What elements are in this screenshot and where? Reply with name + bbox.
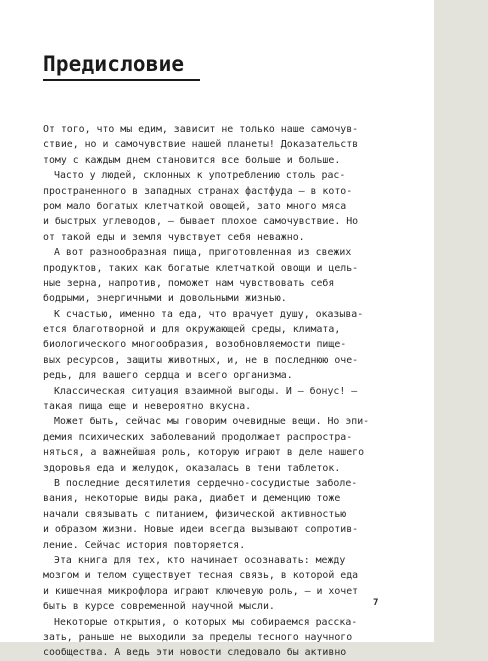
text-line: ется благотворной и для окружающей среды, климата, [43, 324, 341, 336]
text-line: биологического многообразия, возобновляемости пище- [43, 339, 347, 351]
body-text [43, 122, 393, 661]
text-line: и образом жизни. Новые идеи всегда вызывают сопротив- [43, 524, 359, 536]
text-line: продуктов, таких как богатые клетчаткой овощи и цель- [43, 262, 359, 274]
text-line: К счастью, именно та еда, что врачует душу, оказыва- [54, 308, 364, 320]
text-line: сообщества. А ведь эти новости следовало бы активно [43, 647, 347, 659]
text-line: пространенного в западных странах фастфуда — в кото- [43, 185, 353, 197]
text-line: зать, раньше не выходили за пределы тесного научного [43, 631, 353, 643]
text-line: Эта книга для тех, кто начинает осознавать: между [54, 554, 346, 566]
text-line: Классическая ситуация взаимной выгоды. И — бонус! — [54, 385, 358, 397]
text-line: такая пища еще и невероятно вкусна. [43, 401, 252, 413]
text-line: вания, некоторые виды рака, диабет и деменцию тоже [43, 493, 341, 505]
text-line: и быстрых углеводов, — бывает плохое самочувствие. Но [43, 216, 359, 228]
text-line: от такой еды и земля чувствует себя неважно. [43, 231, 305, 243]
text-line: Некоторые открытия, о которых мы собираемся расска- [54, 616, 358, 628]
text-line: ление. Сейчас история повторяется. [43, 539, 246, 551]
page-number: 7 [373, 598, 379, 608]
text-line: редь, для вашего сердца и всего организма. [43, 370, 293, 382]
title-underline [43, 79, 200, 81]
text-line: ные зерна, напротив, поможет нам чувствовать себя [43, 277, 335, 289]
text-line: тому с каждым днем становится все больше и больше. [43, 154, 341, 166]
text-line: бодрыми, энергичными и довольными жизнью. [43, 293, 287, 305]
text-line: ром мало богатых клетчаткой овощей, зато много мяса [43, 200, 347, 212]
text-line: ствие, но и самочувствие нашей планеты! Доказательств [43, 139, 359, 151]
text-line: вых ресурсов, защиты животных, и, не в последнюю оче- [43, 354, 359, 366]
text-line: От того, что мы едим, зависит не только наше самочув- [43, 124, 359, 135]
text-line: Часто у людей, склонных к употреблению столь рас- [54, 170, 346, 182]
text-line: начали связывать с питанием, физической активностью [43, 508, 347, 520]
text-line: мозгом и телом существует тесная связь, в которой еда [43, 570, 359, 582]
chapter-title: Предисловие [43, 52, 185, 76]
text-line: А вот разнообразная пища, приготовленная из свежих [54, 247, 352, 259]
text-line: здоровья еда и желудок, оказалась в тени таблеток. [43, 462, 341, 474]
text-line: няться, а важнейшая роль, которую играют в деле нашего [43, 447, 365, 459]
text-line: В последние десятилетия сердечно-сосудистые заболе- [54, 477, 358, 489]
text-line: демия психических заболеваний продолжает распростра- [43, 431, 353, 443]
text-line: Может быть, сейчас мы говорим очевидные вещи. Но эпи- [54, 416, 370, 428]
text-line: быть в курсе современной научной мысли. [43, 601, 275, 613]
text-line: и кишечная микрофлора играют ключевую роль, — и хочет [43, 585, 359, 597]
